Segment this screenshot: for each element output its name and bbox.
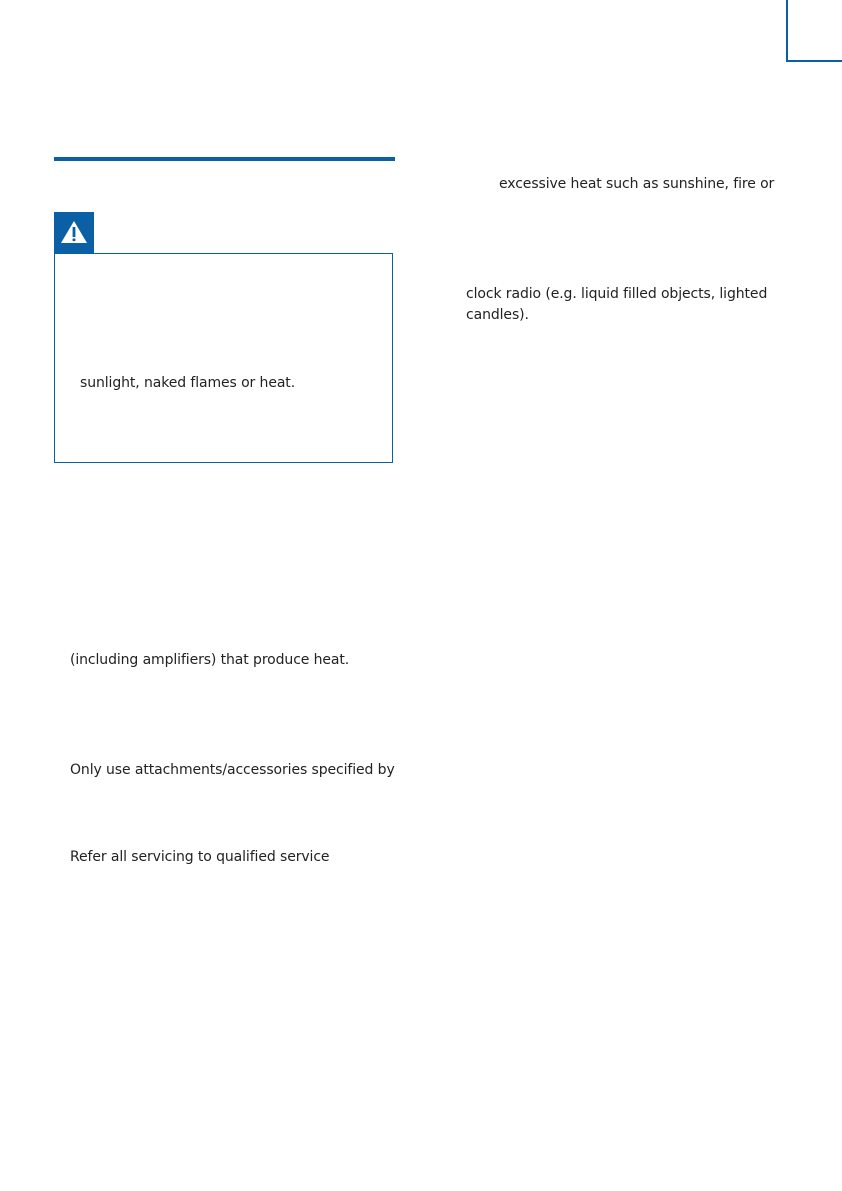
section-heading-rule [54,157,395,161]
warning-tab [54,212,94,253]
body-text-line-2: Only use attachments/accessories specified by [70,762,395,778]
body-text-line-3: Refer all servicing to qualified service [70,849,330,865]
corner-mark-horizontal [788,60,842,62]
right-text-line-2: clock radio (e.g. liquid filled objects, lighted [466,286,768,302]
warning-triangle-icon [54,212,94,253]
warning-box [54,253,393,463]
warning-text-line: sunlight, naked flames or heat. [80,375,296,391]
body-text-line-1: (including amplifiers) that produce heat. [70,652,350,668]
right-text-line-3: candles). [466,307,529,323]
right-text-line-1: excessive heat such as sunshine, fire or [499,176,775,192]
corner-mark-vertical [786,0,788,62]
